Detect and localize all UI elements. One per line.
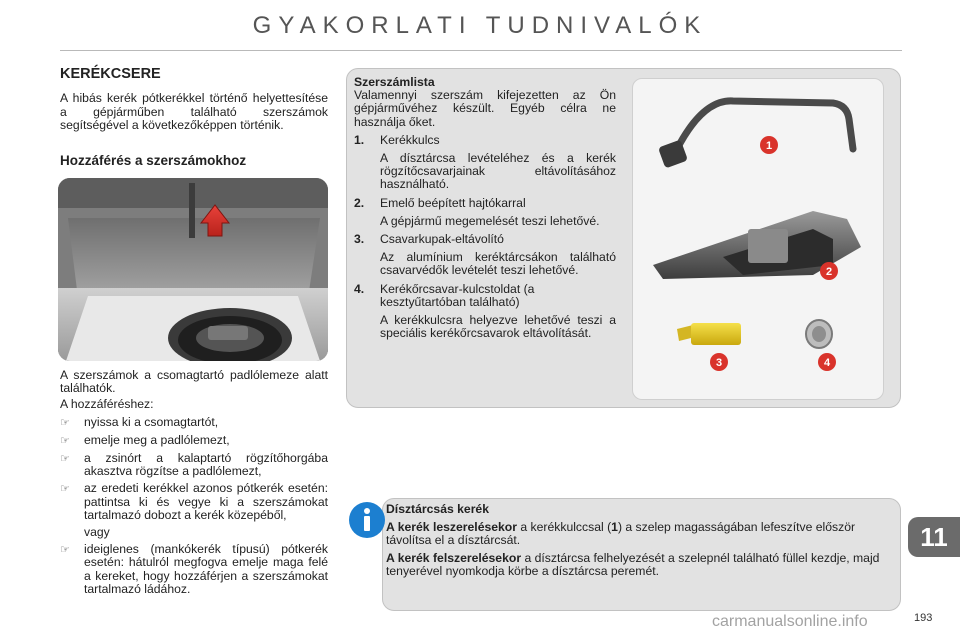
tools-list <box>354 76 616 340</box>
svg-text:2: 2 <box>825 266 833 278</box>
tools-drawing <box>633 79 884 400</box>
list-item: ☞ nyissa ki a csomagtartót, <box>60 414 219 429</box>
pointing-hand-icon: ☞ <box>60 483 70 496</box>
list-item: ☞ emelje meg a padlólemezt, <box>60 432 230 447</box>
trunk-drawing <box>58 178 328 361</box>
info-paragraph-1: A kerék leszerelésekor a kerékkulccsal (1) a szelep magasságában lefeszítve először távolítsa el a dísztárcsát. <box>386 519 856 547</box>
tool-item: 1. Kerékkulcs <box>354 132 440 147</box>
info-text <box>386 503 894 579</box>
tool-item: 3. Csavarkupak-eltávolító <box>354 232 504 247</box>
access-text-1: A szerszámok a csomagtartó padlólemeze alatt találhatók. <box>60 368 328 396</box>
tools-title: Szerszámlista <box>354 75 435 89</box>
list-item: ☞ az eredeti kerékkel azonos pótkerék esetén: pattintsa ki és vegye ki a szerszámokat tartalmazó dobozt a kerék közepéből, <box>60 481 328 522</box>
svg-text:3: 3 <box>715 357 723 369</box>
access-text-2: A hozzáféréshez: <box>60 397 154 412</box>
tool-description: A dísztárcsa levételéhez és a kerék rögzítőcsavarjainak eltávolításához használható. <box>380 151 616 192</box>
pointing-hand-icon: ☞ <box>60 544 70 557</box>
pointing-hand-icon: ☞ <box>60 434 70 447</box>
tool-item: 4. Kerékőrcsavar-kulcstoldat (a kesztyűtartóban található) <box>354 281 535 309</box>
info-paragraph-2: A kerék felszerelésekor a dísztárcsa felhelyezését a szelepnél található füllel kezdje, majd tenyerével nyomkodja körbe a dísztárcsa peremét. <box>386 550 880 578</box>
access-subtitle: Hozzáférés a szerszámokhoz <box>60 153 247 168</box>
info-title: Dísztárcsás kerék <box>386 502 489 516</box>
badge-1 <box>760 136 778 154</box>
access-instructions <box>60 369 328 596</box>
pointing-hand-icon: ☞ <box>60 453 70 466</box>
list-item: ☞ ideiglenes (mankókerék típusú) pótkerék esetén: hátulról megfogva emelje maga felé a kereket, hogy hozzáférjen a szerszámokat tartalmazó ládához. <box>60 542 328 596</box>
trunk-illustration <box>58 178 328 361</box>
svg-text:1: 1 <box>765 140 773 152</box>
badge-2 <box>820 262 838 280</box>
header-divider <box>60 50 902 51</box>
tools-intro: Valamennyi szerszám kifejezetten az Ön gépjárművéhez készült. Egyéb célra ne használja őket. <box>354 88 616 129</box>
watermark: carmanualsonline.info <box>712 613 868 630</box>
tool-description: A gépjármű megemelését teszi lehetővé. <box>380 213 600 228</box>
tool-description: Az alumínium keréktárcsákon található csavarvédők levételét teszi lehetővé. <box>380 250 616 278</box>
svg-text:4: 4 <box>823 357 831 369</box>
tool-description: A kerékkulcsra helyezve lehetővé teszi a speciális kerékőrcsavarok eltávolítását. <box>380 313 616 341</box>
list-item: ☞ a zsinórt a kalaptartó rögzítőhorgába akasztva rögzítse a padlólemezt, <box>60 451 328 479</box>
page-header-title: GYAKORLATI TUDNIVALÓK <box>252 12 708 39</box>
chapter-tab: 11 <box>908 517 960 557</box>
section-title: KERÉKCSERE <box>60 66 161 82</box>
tools-illustration <box>632 78 884 400</box>
info-icon <box>347 500 387 540</box>
tool-item: 2. Emelő beépített hajtókarral <box>354 195 526 210</box>
pointing-hand-icon: ☞ <box>60 416 70 429</box>
badge-4 <box>818 353 836 371</box>
badge-3 <box>710 353 728 371</box>
or-text: vagy <box>84 525 110 540</box>
page-number: 193 <box>914 612 933 624</box>
section-intro: A hibás kerék pótkerékkel történő helyettesítése a gépjárműben található szerszámok segítségével a következőképpen történik. <box>60 91 328 132</box>
